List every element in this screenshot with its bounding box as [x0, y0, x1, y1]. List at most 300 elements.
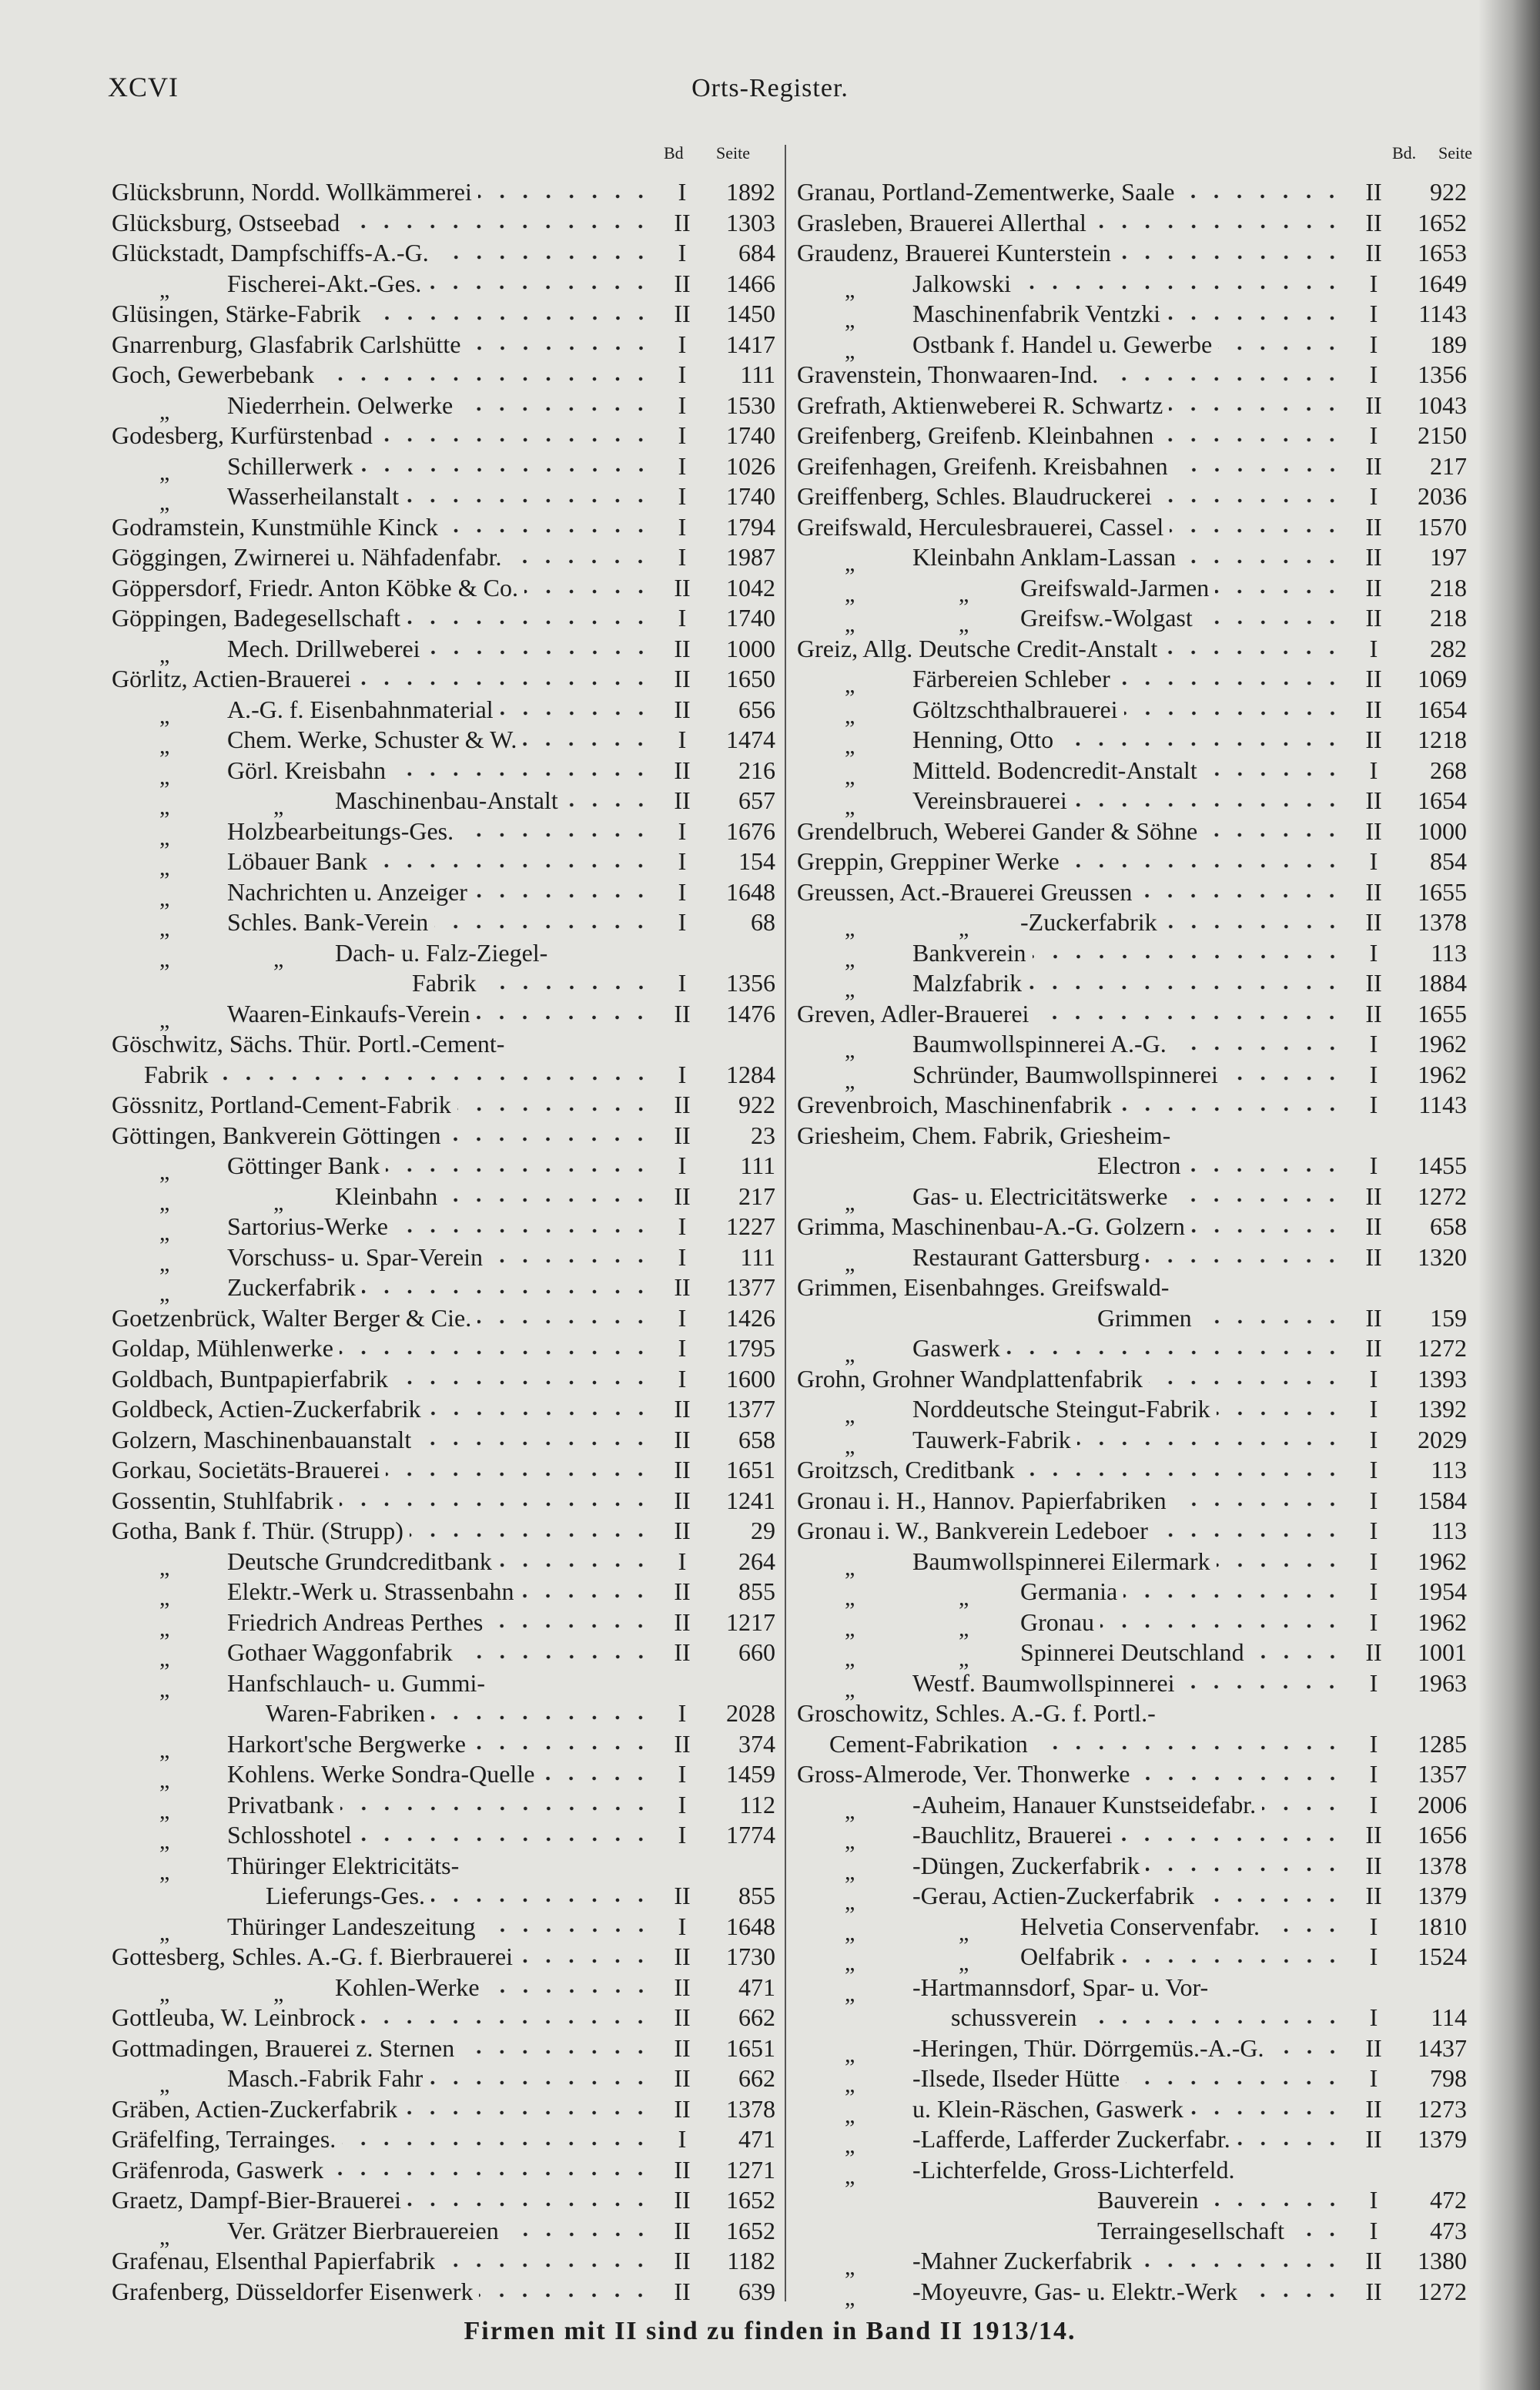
- register-entry: [797, 1486, 1467, 1517]
- dot-leader: [1190, 2108, 1344, 2117]
- entry-page: 1241: [726, 1486, 775, 1514]
- entry-volume: I: [1369, 1091, 1378, 1118]
- entry-page: 798: [1430, 2064, 1467, 2092]
- entry-page: 1393: [1418, 1364, 1467, 1393]
- register-entry: [112, 2124, 775, 2155]
- entry-name: Grefrath, Aktienweberei R. Schwartz: [797, 391, 1163, 419]
- dot-leader: [1100, 1621, 1344, 1631]
- dot-leader: [427, 648, 652, 657]
- entry-page: 217: [738, 1182, 775, 1210]
- dot-leader: [1187, 1165, 1344, 1175]
- entry-volume: II: [1365, 816, 1382, 845]
- register-entry: [112, 177, 775, 208]
- dot-leader: [1180, 1682, 1344, 1691]
- dot-leader: [1266, 1926, 1344, 1935]
- dot-leader: [1066, 861, 1344, 870]
- entry-name: Lieferungs-Ges.: [266, 1882, 426, 1909]
- dot-leader: [520, 1591, 652, 1601]
- ditto-mark: „: [845, 2254, 855, 2280]
- dot-leader: [1173, 1500, 1344, 1509]
- entry-name: -Lafferde, Lafferder Zuckerfabr.: [912, 2125, 1230, 2153]
- entry-volume: II: [1365, 726, 1382, 753]
- entry-page: 1962: [1418, 1060, 1467, 1088]
- ditto-mark: „: [159, 855, 170, 880]
- register-entry: [112, 634, 775, 668]
- entry-volume: II: [674, 2216, 691, 2244]
- ditto-mark: „: [159, 1829, 170, 1854]
- ditto-mark: „: [845, 1068, 855, 1094]
- entry-volume: II: [674, 786, 691, 814]
- register-entry: [112, 2185, 775, 2216]
- entry-page: 1740: [726, 482, 775, 510]
- entry-page: 1069: [1418, 665, 1467, 692]
- entry-volume: I: [678, 360, 687, 388]
- entry-page: 1455: [1418, 1151, 1467, 1179]
- entry-volume: I: [678, 1912, 687, 1940]
- entry-name: Ostbank f. Handel u. Gewerbe: [912, 330, 1213, 358]
- dot-leader: [1149, 1378, 1344, 1387]
- entry-volume: II: [674, 300, 691, 327]
- entry-volume: I: [678, 969, 687, 997]
- ditto-mark: „: [159, 1980, 170, 2006]
- entry-volume: I: [1369, 421, 1378, 449]
- register-entry: [797, 1729, 1467, 1760]
- register-entry: [797, 1790, 1467, 1824]
- entry-page: 1377: [726, 1395, 775, 1423]
- dot-leader: [1083, 2017, 1344, 2026]
- entry-volume: II: [674, 634, 691, 662]
- entry-page: 113: [1431, 938, 1467, 967]
- entry-volume: II: [1365, 665, 1382, 692]
- register-entry: [797, 481, 1467, 512]
- entry-volume: II: [674, 208, 691, 236]
- register-entry: [797, 634, 1467, 665]
- entry-page: 1271: [726, 2155, 775, 2184]
- entry-name: Groitzsch, Creditbank: [797, 1456, 1015, 1483]
- entry-page: 374: [738, 1729, 775, 1758]
- register-entry: [797, 1212, 1467, 1242]
- entry-volume: I: [678, 877, 687, 906]
- entry-page: 1272: [1418, 1182, 1467, 1210]
- entry-name: Graudenz, Brauerei Kunterstein: [797, 239, 1111, 266]
- dot-leader: [478, 192, 652, 201]
- entry-name: Grimmen, Eisenbahnges. Greifswald-: [797, 1273, 1170, 1301]
- entry-name: Thüringer Landeszeitung: [227, 1912, 476, 1940]
- ditto-mark: „: [159, 1554, 170, 1580]
- dot-leader: [1033, 952, 1344, 961]
- dot-leader: [1173, 1044, 1344, 1053]
- ditto-mark: „: [845, 1798, 855, 1824]
- entry-name: Fischerei-Akt.-Ges.: [227, 269, 422, 297]
- entry-name: Elektr.-Werk u. Strassenbahn: [227, 1577, 514, 1605]
- register-entry: [112, 451, 775, 485]
- register-entry: [112, 421, 775, 451]
- entry-name: Gräfenroda, Gaswerk: [112, 2155, 324, 2184]
- entry-volume: II: [674, 1425, 691, 1453]
- entry-name: u. Klein-Räschen, Gaswerk: [912, 2094, 1183, 2123]
- entry-name: Greiffenberg, Schles. Blaudruckerei: [797, 482, 1152, 510]
- entry-volume: II: [1365, 239, 1382, 266]
- entry-name: Greifenberg, Greifenb. Kleinbahnen: [797, 421, 1154, 449]
- entry-name: Greven, Adler-Brauerei: [797, 999, 1029, 1027]
- ditto-mark: „: [159, 1859, 170, 1885]
- entry-volume: I: [1369, 1425, 1378, 1453]
- dot-leader: [489, 1621, 652, 1631]
- entry-page: 1570: [1418, 512, 1467, 541]
- register-entry: [112, 1394, 775, 1425]
- dot-leader: [429, 2078, 652, 2087]
- entry-name: Gravenstein, Thonwaaren-Ind.: [797, 360, 1099, 388]
- entry-page: 1437: [1418, 2033, 1467, 2062]
- register-entry: [797, 968, 1467, 1002]
- dot-leader: [360, 465, 653, 474]
- entry-name: Glückstadt, Dampfschiffs-A.-G.: [112, 239, 429, 266]
- ditto-mark: „: [845, 2284, 855, 2311]
- entry-volume: I: [678, 1242, 687, 1271]
- register-entry: [797, 1912, 1467, 1946]
- entry-page: 922: [738, 1091, 775, 1118]
- dot-leader: [410, 1530, 652, 1540]
- entry-volume: II: [674, 1882, 691, 1909]
- register-entry: [112, 1912, 775, 1946]
- dot-leader: [500, 709, 652, 718]
- register-entry: [112, 907, 775, 941]
- dot-leader: [541, 1774, 652, 1783]
- entry-volume: II: [1365, 604, 1382, 632]
- dot-leader: [1217, 1409, 1344, 1418]
- entry-volume: I: [1369, 2064, 1378, 2092]
- ditto-mark: „: [845, 2102, 855, 2128]
- ditto-mark: „: [159, 702, 170, 729]
- entry-page: 1000: [1418, 816, 1467, 845]
- register-entry: [797, 1759, 1467, 1790]
- ditto-mark: „: [845, 1403, 855, 1428]
- entry-volume: II: [1365, 695, 1382, 723]
- entry-name: -Bauchlitz, Brauerei: [912, 1821, 1113, 1849]
- entry-page: 1794: [726, 512, 775, 541]
- entry-volume: I: [678, 330, 687, 358]
- entry-name: Grafenberg, Düsseldorfer Eisenwerk: [112, 2277, 474, 2305]
- entry-name: -Ilsede, Ilseder Hütte: [912, 2064, 1120, 2092]
- entry-volume: II: [1365, 451, 1382, 480]
- entry-volume: I: [678, 512, 687, 541]
- entry-volume: II: [1365, 786, 1382, 814]
- entry-page: 2029: [1418, 1425, 1467, 1453]
- entry-volume: II: [1365, 908, 1382, 936]
- dot-leader: [407, 2200, 652, 2209]
- entry-page: 114: [1431, 2003, 1467, 2031]
- entry-name: Restaurant Gattersburg: [912, 1242, 1140, 1271]
- entry-page: 1450: [726, 300, 775, 327]
- dot-leader: [1124, 709, 1344, 718]
- dot-leader: [215, 1074, 652, 1083]
- entry-page: 1143: [1418, 1091, 1467, 1118]
- register-entry: [112, 1577, 775, 1611]
- entry-volume: I: [678, 1547, 687, 1575]
- dot-leader: [1154, 1530, 1344, 1540]
- ditto-mark: „: [845, 763, 855, 789]
- entry-page: 1649: [1418, 269, 1467, 297]
- entry-page: 1650: [726, 665, 775, 692]
- entry-page: 154: [738, 847, 775, 875]
- entry-page: 1962: [1418, 1030, 1467, 1058]
- ditto-mark: „: [845, 1342, 855, 1367]
- entry-volume: II: [674, 1121, 691, 1149]
- entry-name: Schlosshotel: [227, 1821, 352, 1849]
- entry-volume: I: [1369, 847, 1378, 875]
- ditto-mark: „: [845, 581, 855, 607]
- entry-name: Grimmen: [1097, 1303, 1192, 1332]
- entry-volume: I: [1369, 1456, 1378, 1483]
- dot-leader: [498, 1560, 652, 1570]
- register-entry: [797, 1242, 1467, 1276]
- dot-leader: [444, 1195, 652, 1205]
- dot-leader: [457, 1104, 652, 1114]
- dot-leader: [1146, 1865, 1344, 1874]
- entry-name: Schründer, Baumwollspinnerei: [912, 1060, 1218, 1088]
- dot-leader: [1224, 1074, 1344, 1083]
- entry-volume: II: [1365, 1882, 1382, 1909]
- entry-volume: I: [678, 1821, 687, 1849]
- dot-leader: [472, 1743, 652, 1752]
- register-entry: [797, 542, 1467, 576]
- dot-leader: [1035, 1013, 1344, 1022]
- entry-page: 1962: [1418, 1607, 1467, 1636]
- entry-name: Göggingen, Zwirnerei u. Nähfadenfabr.: [112, 543, 502, 571]
- entry-volume: II: [1365, 543, 1382, 571]
- entry-page: 112: [739, 1790, 775, 1818]
- ditto-mark: „: [273, 1189, 284, 1215]
- entry-name: Grevenbroich, Maschinenfabrik: [797, 1091, 1112, 1118]
- entry-name: Dach- u. Falz-Ziegel-: [335, 938, 548, 967]
- register-entry: [112, 816, 775, 850]
- entry-volume: II: [674, 999, 691, 1027]
- register-entry: [797, 2033, 1467, 2067]
- entry-volume: II: [1365, 877, 1382, 906]
- ditto-mark: „: [845, 733, 855, 759]
- register-entry: [797, 603, 1467, 637]
- entry-page: 684: [738, 239, 775, 266]
- dot-leader: [519, 1956, 652, 1966]
- ditto-mark: „: [959, 916, 969, 941]
- dot-leader: [459, 404, 652, 414]
- entry-volume: I: [678, 816, 687, 845]
- entry-page: 1476: [726, 999, 775, 1027]
- entry-page: 1459: [726, 1760, 775, 1788]
- ditto-mark: „: [845, 1250, 855, 1276]
- ditto-mark: „: [845, 2163, 855, 2189]
- ditto-mark: „: [845, 1676, 855, 1702]
- register-entry: [797, 1820, 1467, 1854]
- entry-page: 1810: [1418, 1912, 1467, 1940]
- register-entry: [797, 391, 1467, 421]
- register-entry: [797, 1182, 1467, 1215]
- entry-name: Maschinenbau-Anstalt: [335, 786, 558, 814]
- register-entry: [797, 2094, 1467, 2128]
- entry-page: 159: [1430, 1303, 1467, 1332]
- ditto-mark: „: [845, 551, 855, 576]
- entry-page: 471: [738, 1973, 775, 2001]
- ditto-mark: „: [845, 702, 855, 729]
- register-entry: [797, 2185, 1467, 2216]
- entry-volume: I: [678, 1060, 687, 1088]
- entry-name: Holzbearbeitungs-Ges.: [227, 816, 454, 845]
- entry-volume: II: [674, 1182, 691, 1210]
- entry-page: 1654: [1418, 695, 1467, 723]
- register-entry: [112, 1637, 775, 1671]
- dot-leader: [523, 739, 652, 749]
- entry-page: 1303: [726, 208, 775, 236]
- register-entry: [797, 1364, 1467, 1395]
- entry-page: 922: [1430, 178, 1467, 206]
- register-entry: [112, 1668, 775, 1702]
- entry-page: 657: [738, 786, 775, 814]
- ditto-mark: „: [159, 459, 170, 485]
- dot-leader: [340, 1500, 652, 1509]
- entry-name: Vorschuss- u. Spar-Verein: [227, 1242, 484, 1271]
- entry-volume: I: [1369, 756, 1378, 784]
- dot-leader: [1117, 253, 1344, 262]
- entry-name: Gottleuba, W. Leinbrock: [112, 2003, 356, 2031]
- entry-page: 1584: [1418, 1486, 1467, 1514]
- entry-page: 1524: [1418, 1943, 1467, 1970]
- register-entry: [112, 1272, 775, 1306]
- ditto-mark: „: [159, 1007, 170, 1033]
- dot-leader: [403, 2108, 652, 2117]
- entry-volume: I: [1369, 1760, 1378, 1788]
- entry-name: Gräben, Actien-Zuckerfabrik: [112, 2094, 398, 2123]
- entry-page: 1740: [726, 604, 775, 632]
- entry-page: 2036: [1418, 482, 1467, 510]
- dot-leader: [1218, 344, 1344, 353]
- dot-leader: [386, 1470, 652, 1479]
- register-entry: [797, 1851, 1467, 1885]
- entry-page: 471: [738, 2125, 775, 2153]
- dot-leader: [1200, 1896, 1344, 1905]
- entry-page: 216: [738, 756, 775, 784]
- ditto-mark: „: [845, 946, 855, 972]
- entry-name: -Mahner Zuckerfabrik: [912, 2247, 1133, 2274]
- register-entry: [112, 1607, 775, 1641]
- ditto-mark: „: [159, 733, 170, 759]
- register-entry: [112, 1151, 775, 1185]
- entry-page: 217: [1430, 451, 1467, 480]
- entry-volume: II: [674, 1091, 691, 1118]
- dot-leader: [1123, 1591, 1344, 1601]
- dot-leader: [479, 2291, 652, 2300]
- dot-leader: [431, 1713, 652, 1722]
- entry-name: Baumwollspinnerei A.-G.: [912, 1030, 1167, 1058]
- entry-name: Zuckerfabrik: [227, 1273, 357, 1301]
- entry-volume: I: [1369, 1030, 1378, 1058]
- register-entry: [797, 1455, 1467, 1486]
- entry-name: -Lichterfelde, Gross-Lichterfeld.: [912, 2155, 1235, 2184]
- register-entry: [112, 695, 775, 729]
- register-entry: [112, 1121, 775, 1151]
- entry-name: Goch, Gewerbebank: [112, 360, 314, 388]
- ditto-mark: „: [845, 1919, 855, 1946]
- entry-volume: II: [1365, 969, 1382, 997]
- dot-leader: [1118, 1104, 1344, 1114]
- entry-name: Gronau i. W., Bankverein Ledeboer: [797, 1517, 1148, 1544]
- entry-page: 1962: [1418, 1547, 1467, 1575]
- entry-volume: II: [1365, 2125, 1382, 2153]
- entry-name: Fabrik: [144, 1060, 209, 1088]
- entry-page: 197: [1430, 543, 1467, 571]
- entry-page: 639: [738, 2277, 775, 2305]
- entry-volume: I: [678, 178, 687, 206]
- register-entry: [112, 1486, 775, 1517]
- dot-leader: [1006, 1348, 1344, 1357]
- entry-name: Gaswerk: [912, 1334, 1000, 1362]
- entry-name: Greifsw.-Wolgast: [1020, 604, 1193, 632]
- page-number: XCVI: [108, 72, 179, 102]
- ditto-mark: „: [159, 1281, 170, 1306]
- entry-name: Goldap, Mühlenwerke: [112, 1334, 333, 1362]
- dot-leader: [340, 1348, 652, 1357]
- dot-leader: [346, 222, 652, 231]
- entry-name: Greifswald-Jarmen: [1020, 573, 1210, 602]
- entry-page: 1651: [726, 2033, 775, 2062]
- entry-name: Grafenau, Elsenthal Papierfabrik: [112, 2247, 436, 2274]
- register-entry: [112, 1303, 775, 1334]
- dot-leader: [474, 891, 652, 900]
- register-entry: [797, 2003, 1467, 2033]
- register-entry: [112, 1820, 775, 1854]
- entry-volume: II: [674, 2186, 691, 2214]
- entry-page: 111: [740, 1242, 775, 1271]
- register-entry: [797, 1303, 1467, 1334]
- register-entry: [797, 2124, 1467, 2158]
- dot-leader: [1077, 1439, 1344, 1448]
- entry-volume: II: [1365, 1242, 1382, 1271]
- entry-page: 472: [1430, 2186, 1467, 2214]
- register-entry: [797, 451, 1467, 482]
- dot-leader: [459, 1652, 652, 1661]
- register-entry: [797, 1942, 1467, 1976]
- entry-volume: II: [1365, 391, 1382, 419]
- register-entry: [797, 786, 1467, 820]
- entry-page: 1466: [726, 269, 775, 297]
- ditto-mark: „: [845, 1950, 855, 1976]
- dot-leader: [1244, 2291, 1344, 2300]
- entry-name: Göppingen, Badegesellschaft: [112, 604, 400, 632]
- register-entry: [797, 421, 1467, 451]
- dot-leader: [1217, 1560, 1344, 1570]
- entry-page: 662: [738, 2064, 775, 2092]
- entry-name: Glücksbrunn, Nordd. Wollkämmerei: [112, 178, 472, 206]
- register-entry: [797, 1668, 1467, 1702]
- register-entry: [112, 299, 775, 330]
- entry-volume: I: [678, 604, 687, 632]
- entry-name: Spinnerei Deutschland: [1020, 1638, 1244, 1666]
- entry-name: Maschinenfabrik Ventzki: [912, 300, 1160, 327]
- dot-leader: [1262, 1804, 1344, 1813]
- ditto-mark: „: [845, 794, 855, 820]
- ditto-mark: „: [159, 1250, 170, 1276]
- entry-volume: II: [1365, 1851, 1382, 1879]
- dot-leader: [357, 679, 652, 688]
- entry-volume: I: [678, 543, 687, 571]
- footer-note: Firmen mit II sind zu finden in Band II 1913/14.: [464, 2317, 1076, 2345]
- entry-volume: I: [1369, 1364, 1378, 1393]
- entry-name: -Heringen, Thür. Dörrgemüs.-A.-G.: [912, 2033, 1264, 2062]
- register-entry: [112, 1881, 775, 1912]
- entry-name: Bauverein: [1097, 2186, 1199, 2214]
- register-entry: [797, 1121, 1467, 1151]
- dot-leader: [1104, 374, 1344, 384]
- dot-leader: [1191, 1226, 1344, 1235]
